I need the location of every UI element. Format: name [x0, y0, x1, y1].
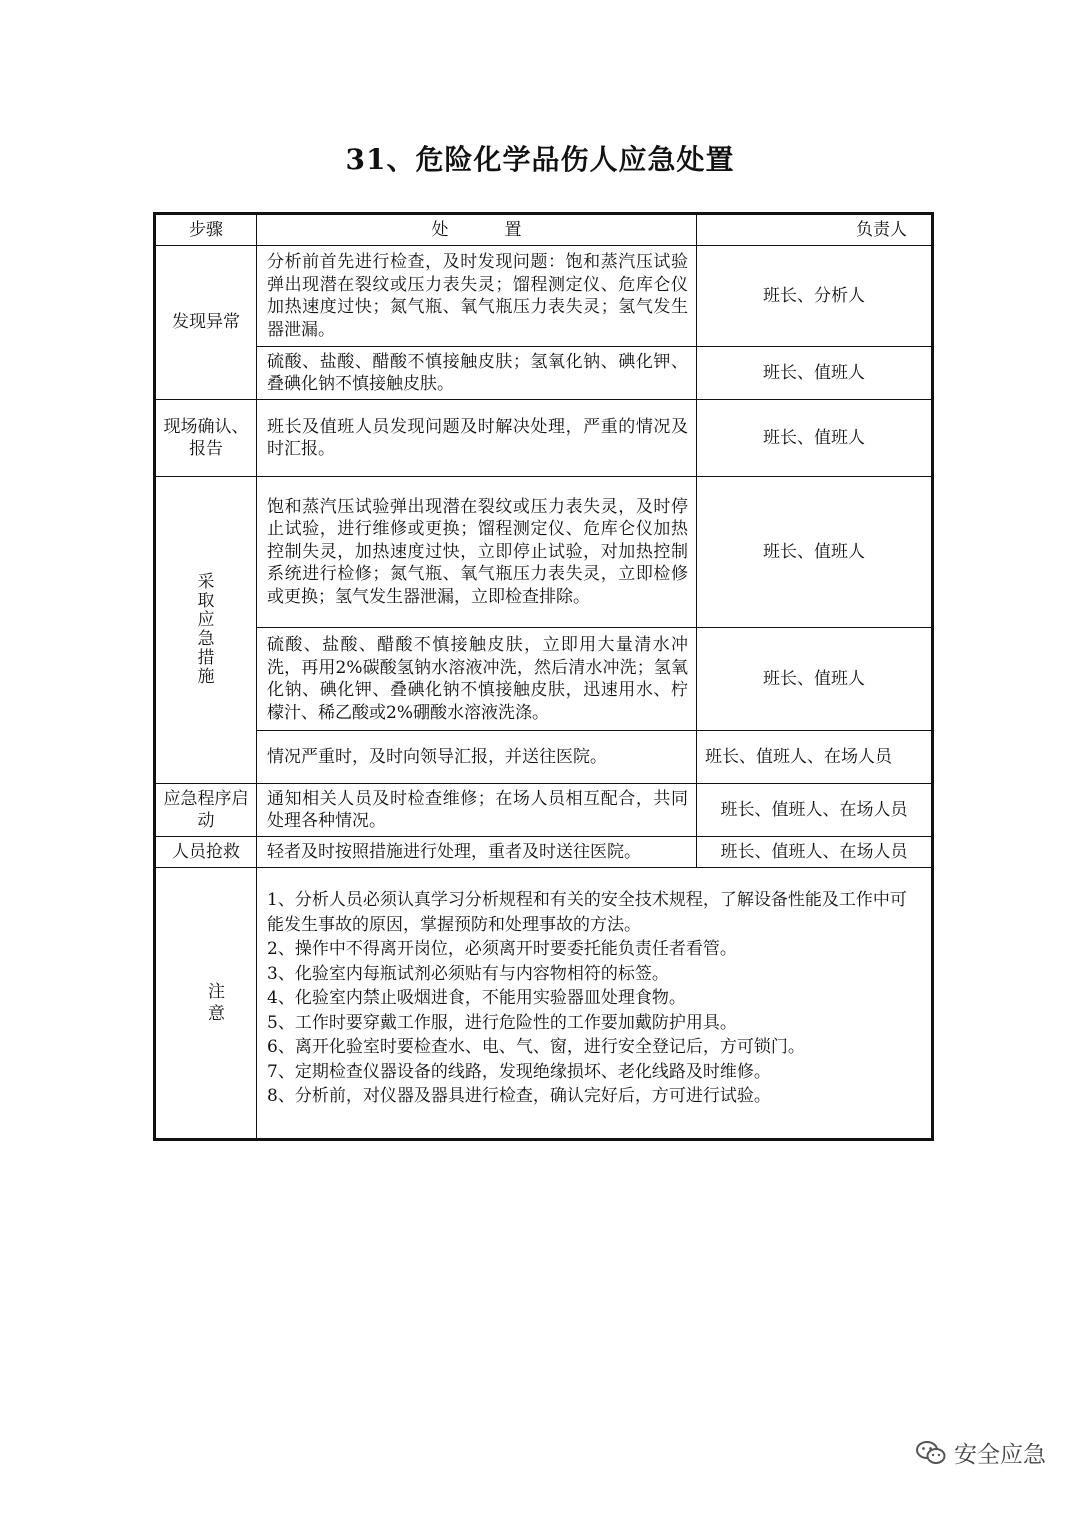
- responsible-cell: 班长、值班人、在场人员: [697, 731, 933, 784]
- note-item: 4、化验室内禁止吸烟进食，不能用实验器皿处理食物。: [267, 988, 686, 1008]
- responsible-cell: 班长、值班人: [697, 400, 933, 477]
- table-row: [155, 347, 933, 400]
- responsible-cell: 班长、值班人: [697, 628, 933, 731]
- responsible-cell: 班长、值班人、在场人员: [697, 837, 933, 868]
- notes-row: [155, 868, 933, 1140]
- notes-cell: [257, 868, 933, 1140]
- responsible-cell: 班长、值班人: [697, 347, 933, 400]
- note-item: 6、离开化验室时要检查水、电、气、窗，进行安全登记后，方可锁门。: [267, 1037, 805, 1057]
- note-item: 3、化验室内每瓶试剂必须贴有与内容物相符的标签。: [267, 963, 669, 984]
- action-cell: 饱和蒸汽压试验弹出现潜在裂纹或压力表失灵，及时停止试验，进行维修或更换；馏程测定仪、危库仑仪加热控制失灵，加热速度过快，立即停止试验，对加热控制系统进行检修；氮气瓶、氧气瓶压力表失灵，立即检修或更换；氢气发生器泄漏，立即检查排除。: [257, 477, 697, 628]
- note-item: 8、分析前，对仪器及器具进行检查，确认完好后，方可进行试验。: [267, 1086, 771, 1106]
- action-cell: 通知相关人员及时检查维修；在场人员相互配合，共同处理各种情况。: [257, 784, 697, 837]
- table-header-row: [155, 214, 933, 246]
- note-item: 7、定期检查仪器设备的线路，发现绝缘损坏、老化线路及时维修。: [267, 1061, 771, 1082]
- emergency-procedure-table: [153, 212, 934, 1141]
- watermark-text: 安全应急: [954, 1442, 1046, 1468]
- header-action: 处置: [257, 214, 697, 246]
- table-row: [155, 477, 933, 628]
- note-item: 2、操作中不得离开岗位，必须离开时要委托能负责任者看管。: [267, 939, 737, 959]
- note-item: 5、工作时要穿戴工作服，进行危险性的工作要加戴防护用具。: [267, 1012, 737, 1033]
- action-cell: 分析前首先进行检查，及时发现问题：饱和蒸汽压试验弹出现潜在裂纹或压力表失灵；馏程测定仪、危库仑仪加热速度过快；氮气瓶、氧气瓶压力表失灵；氢气发生器泄漏。: [257, 246, 697, 347]
- action-cell: 硫酸、盐酸、醋酸不慎接触皮肤；氢氧化钠、碘化钾、叠碘化钠不慎接触皮肤。: [257, 347, 697, 400]
- action-cell: 情况严重时，及时向领导汇报，并送往医院。: [257, 731, 697, 784]
- step-cell-detect: 发现异常: [155, 246, 257, 400]
- step-cell-confirm: 现场确认、报告: [155, 400, 257, 477]
- action-cell: 轻者及时按照措施进行处理，重者及时送往医院。: [257, 837, 697, 868]
- watermark: [916, 1436, 1046, 1469]
- responsible-cell: 班长、值班人: [697, 477, 933, 628]
- table-row: [155, 731, 933, 784]
- page-title: 31、危险化学品伤人应急处置: [345, 143, 735, 176]
- table-row: [155, 628, 933, 731]
- note-item: 1、分析人员必须认真学习分析规程和有关的安全技术规程，了解设备性能及工作中可能发生事故的原因，掌握预防和处理事故的方法。: [267, 890, 907, 935]
- step-cell-measures: [155, 477, 257, 784]
- responsible-cell: 班长、分析人: [697, 246, 933, 347]
- table-row: [155, 400, 933, 477]
- header-responsible: 负责人: [697, 214, 933, 246]
- table-row: [155, 784, 933, 837]
- table-row: [155, 837, 933, 868]
- step-cell-startup: 应急程序启动: [155, 784, 257, 837]
- responsible-cell: 班长、值班人、在场人员: [697, 784, 933, 837]
- step-label-vertical: 采取应急措施: [197, 572, 215, 687]
- wechat-icon: [916, 1440, 946, 1466]
- header-step: 步骤: [155, 214, 257, 246]
- notes-label: 注意: [155, 868, 257, 1140]
- action-cell: 硫酸、盐酸、醋酸不慎接触皮肤，立即用大量清水冲洗，再用2%碳酸氢钠水溶液冲洗，然后清水冲洗；氢氧化钠、碘化钾、叠碘化钠不慎接触皮肤，迅速用水、柠檬汁、稀乙酸或2%硼酸水溶液洗涤。: [257, 628, 697, 731]
- step-cell-rescue: 人员抢救: [155, 837, 257, 868]
- table-row: [155, 246, 933, 347]
- action-cell: 班长及值班人员发现问题及时解决处理，严重的情况及时汇报。: [257, 400, 697, 477]
